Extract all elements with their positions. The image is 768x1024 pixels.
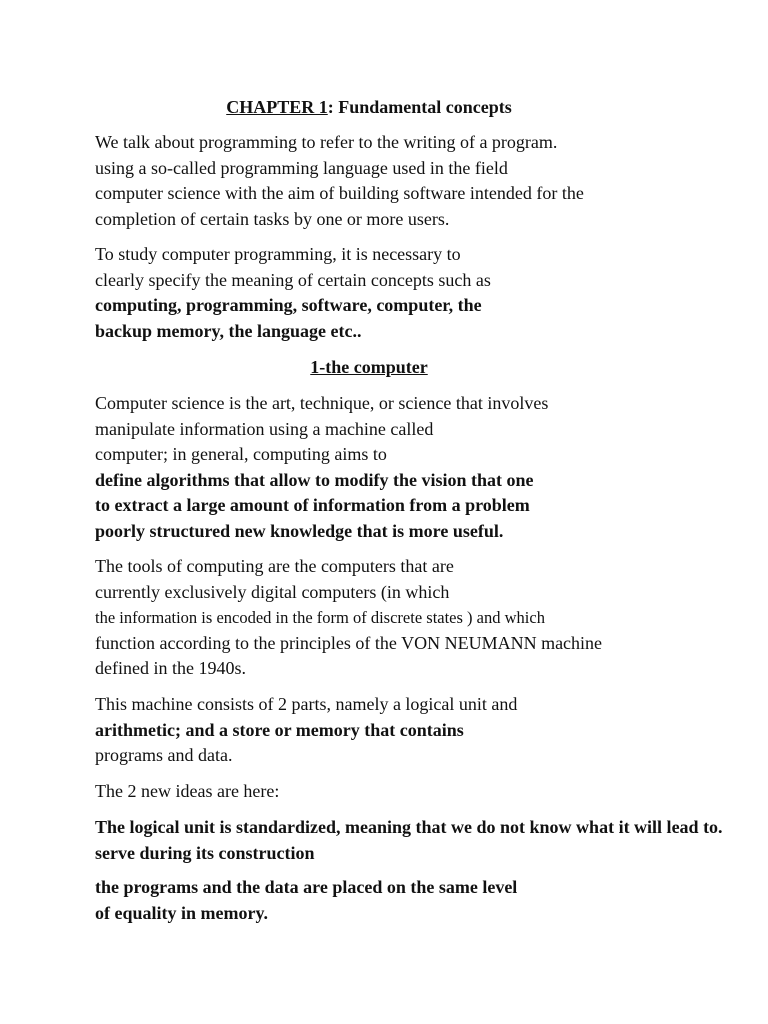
chapter-title: : Fundamental concepts: [327, 97, 512, 117]
text-line: The tools of computing are the computers that are: [95, 556, 454, 576]
bold-text-line: computing, programming, software, computer, the: [95, 295, 482, 315]
text-line: The 2 new ideas are here:: [95, 781, 280, 801]
text-line: function according to the principles of the VON NEUMANN machine: [95, 632, 603, 653]
text-line: completion of certain tasks by one or more users.: [95, 208, 450, 229]
bold-text-line: poorly structured new knowledge that is more useful.: [95, 520, 504, 541]
tools-paragraph: [95, 554, 602, 682]
chapter-heading: [0, 96, 738, 118]
bold-text-line: of equality in memory.: [95, 902, 268, 923]
bold-text-line: The logical unit is standardized, meaning that we do not know what it will lead to.: [95, 817, 723, 837]
bold-text-line: backup memory, the language etc..: [95, 320, 362, 341]
study-paragraph: [95, 242, 491, 344]
computer-science-paragraph: [95, 391, 548, 544]
chapter-label: CHAPTER 1: [226, 97, 328, 117]
text-line: the information is encoded in the form of discrete states ) and which: [95, 608, 545, 627]
bold-text-line: serve during its construction: [95, 842, 315, 863]
text-line: currently exclusively digital computers (in which: [95, 581, 450, 602]
text-line: We talk about programming to refer to the writing of a program.: [95, 132, 558, 152]
text-line: To study computer programming, it is necessary to: [95, 244, 461, 264]
intro-paragraph: [95, 130, 584, 232]
idea-two-paragraph: [95, 875, 517, 926]
bold-text-line: define algorithms that allow to modify the vision that one: [95, 469, 534, 490]
text-line: manipulate information using a machine called: [95, 418, 434, 439]
text-line: using a so-called programming language used in the field: [95, 157, 508, 178]
text-line: defined in the 1940s.: [95, 658, 246, 678]
text-line: computer science with the aim of building software intended for the: [95, 183, 584, 203]
text-line: clearly specify the meaning of certain concepts such as: [95, 269, 491, 290]
section-title: 1-the computer: [310, 357, 428, 377]
text-line: programs and data.: [95, 745, 233, 765]
ideas-intro: [95, 779, 279, 805]
machine-paragraph: [95, 692, 517, 769]
text-line: This machine consists of 2 parts, namely a logical unit and: [95, 694, 518, 714]
bold-text-line: the programs and the data are placed on the same level: [95, 877, 518, 897]
text-line: computer; in general, computing aims to: [95, 444, 387, 464]
idea-one-paragraph: [95, 815, 723, 866]
bold-text-line: to extract a large amount of information from a problem: [95, 495, 530, 515]
bold-text-line: arithmetic; and a store or memory that contains: [95, 719, 464, 740]
section-heading: [0, 356, 738, 378]
text-line: Computer science is the art, technique, or science that involves: [95, 393, 549, 413]
